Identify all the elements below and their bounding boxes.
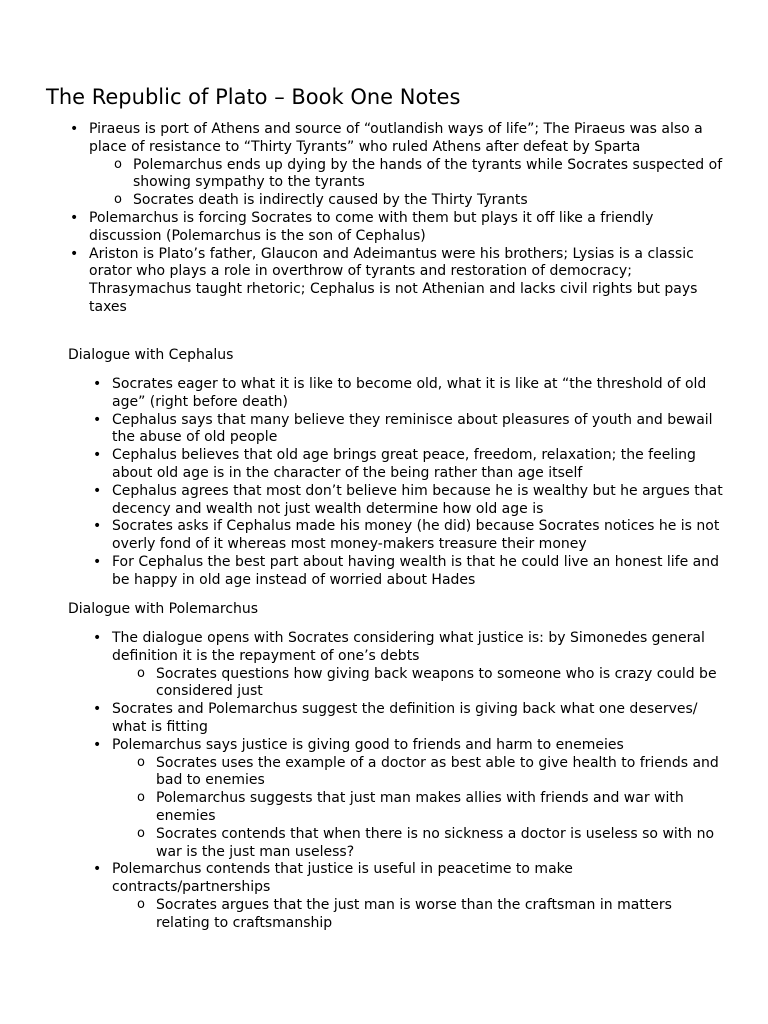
list-item: • Cephalus believes that old age brings great peace, freedom, relaxation; the feeling about old age is in the character of the being rather than age itself	[90, 447, 730, 483]
sub-list	[112, 897, 730, 933]
list-item: • Socrates eager to what it is like to become old, what it is like at “the threshold of old age” (right before death)	[90, 376, 730, 412]
sub-list	[112, 666, 730, 702]
sub-list-item: o Socrates questions how giving back weapons to someone who is crazy could be considered just	[134, 666, 730, 702]
cephalus-list	[90, 376, 730, 590]
list-item: • Cephalus says that many believe they reminisce about pleasures of youth and bewail the abuse of old people	[90, 412, 730, 448]
list-item-text: Polemarchus contends that justice is useful in peacetime to make contracts/partnerships	[112, 861, 573, 896]
list-item-text: Piraeus is port of Athens and source of “outlandish ways of life”; The Piraeus was also a place of resistance to “Thirty Tyrants” who ruled Athens after defeat by Sparta	[89, 121, 703, 155]
sub-list	[89, 157, 727, 210]
page-title: The Republic of Plato – Book One Notes	[46, 85, 461, 109]
list-item: • Socrates and Polemarchus suggest the definition is giving back what one deserves/ what is fitting	[90, 701, 730, 737]
list-item: • For Cephalus the best part about having wealth is that he could live an honest life and be happy in old age instead of worried about Hades	[90, 554, 730, 590]
sub-list-item: o Socrates death is indirectly caused by the Thirty Tyrants	[111, 192, 727, 210]
sub-list-item: o Socrates argues that the just man is worse than the craftsman in matters relating to craftsmanship	[134, 897, 730, 933]
list-item: • Cephalus agrees that most don’t believe him because he is wealthy but he argues that decency and wealth not just wealth determine how old age is	[90, 483, 730, 519]
polemarchus-list	[90, 630, 730, 933]
section-heading-cephalus: Dialogue with Cephalus	[68, 347, 234, 363]
intro-list	[67, 121, 727, 317]
list-item-text: Polemarchus says justice is giving good to friends and harm to enemeies	[112, 736, 624, 753]
sub-list-item: o Polemarchus ends up dying by the hands of the tyrants while Socrates suspected of showing sympathy to the tyrants	[111, 157, 727, 193]
list-item: • Socrates asks if Cephalus made his money (he did) because Socrates notices he is not overly fond of it whereas most money-makers treasure their money	[90, 518, 730, 554]
cephalus-notes	[90, 376, 730, 590]
list-item	[90, 737, 730, 862]
sub-list-item: o Socrates contends that when there is no sickness a doctor is useless so with no war is the just man useless?	[134, 826, 730, 862]
intro-notes	[67, 121, 727, 317]
section-heading-polemarchus: Dialogue with Polemarchus	[68, 601, 259, 617]
sub-list-item: o Socrates uses the example of a doctor as best able to give health to friends and bad to enemies	[134, 755, 730, 791]
sub-list	[112, 755, 730, 862]
list-item	[67, 121, 727, 210]
list-item-text: The dialogue opens with Socrates considering what justice is: by Simonedes general definition it is the repayment of one’s debts	[112, 630, 705, 664]
sub-list-item: o Polemarchus suggests that just man makes allies with friends and war with enemies	[134, 790, 730, 826]
list-item: • Ariston is Plato’s father, Glaucon and Adeimantus were his brothers; Lysias is a classic orator who plays a role in overthrow of tyrants and restoration of democracy; Thrasymachus taught rhetoric; Cephalus is not Athenian and lacks civil rights but pays taxes	[67, 246, 727, 317]
list-item: • Polemarchus is forcing Socrates to come with them but plays it off like a friendly discussion (Polemarchus is the son of Cephalus)	[67, 210, 727, 246]
list-item	[90, 630, 730, 701]
polemarchus-notes	[90, 630, 730, 933]
list-item	[90, 861, 730, 932]
